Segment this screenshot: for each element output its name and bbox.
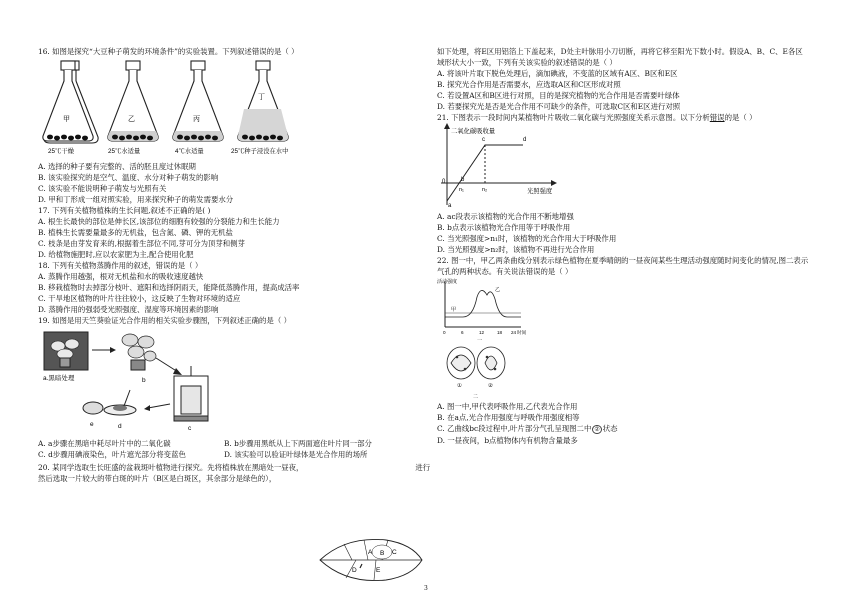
flask-bing-label: 4℃水适量	[175, 148, 204, 155]
q21-stem-pre: 21. 下图表示一段时间内某植物叶片吸收二氧化碳与光照强度关系示意图。以下分析	[437, 113, 710, 122]
q19-label-d: d	[118, 423, 122, 430]
q16-option-c: C. 该实验不能说明种子萌发与光照有关	[38, 184, 167, 193]
q22-option-c-tail: 状态	[602, 424, 618, 433]
q19-stem: 19. 如图是用天竺葵验证光合作用的相关实验步骤图，下列叙述正确的是（ ）	[38, 316, 291, 325]
q21-ylabel: 二氧化碳吸收量	[451, 128, 496, 135]
q19-option-d: D. 该实验可以验证叶绿体是光合作用的场所	[224, 450, 368, 459]
q22-option-c	[437, 423, 832, 435]
q21-tick-n2: n₂	[482, 187, 488, 193]
q22-xtick-12: 12	[479, 330, 485, 335]
q17-stem: 17. 下列有关植物植株的生长问题,叙述不正确的是( )	[38, 206, 211, 215]
flask-yi-label: 25℃水适量	[108, 148, 141, 155]
q21-stem	[437, 112, 832, 123]
q22-ylabel: 活动强度	[437, 279, 458, 285]
q22-xtick-24: 24	[511, 330, 517, 335]
q18-option-c: C. 干旱地区植物的叶片往往较小，这反映了生物对环境的适应	[38, 294, 241, 303]
q17-option-d: D. 给植物施肥时,应以农家肥为主,配合使用化肥	[38, 250, 194, 259]
q22-xtick-18: 18	[497, 330, 503, 335]
q17-option-a: A. 根生长最快的部位是伸长区,该部位的细胞有较强的分裂能力和生长能力	[38, 217, 280, 226]
q16-flask-figure	[38, 59, 410, 157]
q20-stem-line1-tail: 进行	[415, 463, 431, 472]
q20-cont-line1: 如下处理，将E区用铝箔上下盖起来，D处主叶脉用小刀切断，再将它移至阳光下数小时。假设A、B、C、E各区	[437, 47, 803, 56]
q22-option-a: A. 图一中,甲代表呼吸作用,乙代表光合作用	[437, 402, 578, 411]
q22-stem-line2: 气孔的两种状态。有关说法错误的是（ ）	[437, 267, 573, 276]
q20-cont-line2: 域形状大小一致，下列有关该实验的叙述错误的是（ ）	[437, 58, 617, 67]
q19-option-a: A. a步骤在黑暗中耗尽叶片中的二氧化碳	[38, 439, 171, 448]
right-column	[437, 46, 832, 446]
q21-point-d: d	[523, 137, 527, 143]
q22-series-yi: 乙	[495, 287, 501, 293]
q17-option-b: B. 植株生长需要量最多的无机盐，包含氮、磷、钾的无机盐	[38, 228, 233, 237]
leaf-label-e: E	[376, 567, 381, 574]
q18-option-a: A. 蒸腾作用越强，根对无机盐和水的吸收速度越快	[38, 272, 204, 281]
q18-option-d: D. 蒸腾作用的强弱受光照强度、湿度等环境因素的影响	[38, 305, 219, 314]
q20-leaf-figure	[316, 534, 426, 584]
q16-option-a: A. 选择的种子要有完整的、活的胚且度过休眠期	[38, 162, 196, 171]
q21-point-a: a	[448, 203, 452, 209]
q21-stem-post: 的是（ ）	[724, 113, 757, 122]
q22-xlabel: 时间	[517, 330, 527, 335]
q22-stem-line1: 22. 图一中，甲乙两条曲线分别表示绿色植物在夏季晴朗的一昼夜间某些生理活动强度随时间变化的情况,图二表示	[437, 256, 809, 265]
q21-option-d: D. 当光照强度>n₂时，该植物不再进行光合作用	[437, 245, 595, 254]
flask-bing-name: 丙	[193, 116, 200, 123]
photosynthesis-steps-illustration	[38, 328, 238, 436]
q22-xtick-0: 0	[443, 330, 446, 335]
q22-option-d: D. 一昼夜间，b点植物体内有机物含量最多	[437, 436, 578, 445]
q22-option-c-text: C. 乙曲线bc段过程中,叶片部分气孔呈现图二中	[437, 424, 592, 433]
q19-options-row2	[38, 449, 410, 460]
q22-series-jia: 甲	[451, 307, 457, 313]
q19-label-b: b	[142, 377, 146, 384]
q20-stem-line1: 20. 某同学选取生长旺盛的盆栽斑叶植物进行探究。先将植株放在黑暗处一昼夜，	[38, 463, 304, 472]
q20-option-b: B. 探究光合作用是否需要水，应选取A区和C区形成对照	[437, 80, 621, 89]
q21-option-b: B. b点表示该植物光合作用等于呼吸作用	[437, 223, 571, 232]
q19-label-a: a.黑暗处理	[43, 375, 75, 382]
flask-yi-name: 乙	[128, 116, 135, 123]
q17-option-c: C. 枝条是由芽发育来的,根据着生部位不同,芽可分为顶芽和侧芽	[38, 239, 245, 248]
q19-figure	[38, 328, 410, 436]
q19-label-c: c	[188, 425, 192, 432]
q22-option-b: B. 在a点,光合作用强度与呼吸作用强度相等	[437, 413, 580, 422]
q22-graph-and-stomata	[437, 277, 537, 401]
leaf-label-d: D	[352, 567, 357, 574]
flask-jia-name: 甲	[63, 116, 70, 123]
q16-stem: 16. 如图是探究“大豆种子萌发的环境条件”的实验装置。下列叙述错误的是（ ）	[38, 47, 299, 56]
q19-options-row1	[38, 438, 410, 449]
co2-light-graph	[437, 123, 567, 211]
stomata-label-2: ②	[488, 383, 493, 389]
q22-fig1-caption: 一	[477, 338, 483, 344]
left-column	[38, 46, 431, 484]
q22-xtick-6: 6	[461, 330, 464, 335]
q21-point-b: b	[461, 177, 465, 183]
q20-stem-line2: 然后选取一片较大的带白斑的叶片（B区是白斑区，其余部分是绿色的），	[38, 474, 277, 483]
q22-option-c-mark: ②	[594, 426, 600, 433]
q16-option-d: D. 甲和丁形成一组对照实验，用来探究种子的萌发需要水分	[38, 195, 234, 204]
stomata-label-1: ①	[457, 383, 462, 389]
q21-graph	[437, 123, 832, 211]
q21-origin: 0	[442, 179, 446, 185]
q20-stem-row1	[38, 462, 431, 473]
q21-xlabel: 光照强度	[527, 188, 553, 195]
leaf-label-b: B	[380, 550, 385, 557]
q21-option-c: C. 当光照强度>n₁时，该植物的光合作用大于呼吸作用	[437, 234, 617, 243]
page-number: 3	[424, 585, 428, 592]
q19-option-c: C. d步骤用碘液染色，叶片遮光部分将变蓝色	[38, 450, 186, 459]
leaf-label-a: A	[368, 549, 373, 556]
q20-option-d: D. 若要探究光是否是光合作用不可缺少的条件，可选取C区和E区进行对照	[437, 102, 681, 111]
leaf-label-c: C	[392, 549, 397, 556]
q18-stem: 18. 下列有关植物蒸腾作用的叙述，错误的是（ ）	[38, 261, 203, 270]
q19-option-b: B. b步骤用黑纸从上下两面遮住叶片同一部分	[224, 439, 372, 448]
q21-option-a: A. ac段表示该植物的光合作用不断地增强	[437, 212, 574, 221]
q22-fig2-caption: 二	[473, 394, 479, 400]
flasks-drawing	[38, 59, 298, 157]
q20-option-c: C. 若设置A区和B区进行对照，目的是探究植物的光合作用是否需要叶绿体	[437, 91, 680, 100]
flask-jia-label: 25℃干燥	[48, 148, 74, 155]
q21-stem-emphasis: 错误	[709, 113, 725, 122]
q21-point-c: c	[482, 137, 485, 143]
q21-tick-n1: n₁	[459, 187, 464, 193]
flask-ding-name: 丁	[258, 94, 265, 101]
q16-option-b: B. 该实验探究的是空气、温度、水分对种子萌发的影响	[38, 173, 219, 182]
q20-option-a: A. 将该叶片取下脱色处理后，滴加碘液，不变蓝的区域有A区、B区和E区	[437, 69, 678, 78]
q19-label-e: e	[90, 421, 94, 428]
q18-option-b: B. 移栽植物时去掉部分枝叶、遮阳和选择阴雨天，能降低蒸腾作用，提高成活率	[38, 283, 300, 292]
q22-figures	[437, 277, 832, 401]
flask-ding-label: 25℃种子浸没在水中	[231, 148, 289, 155]
